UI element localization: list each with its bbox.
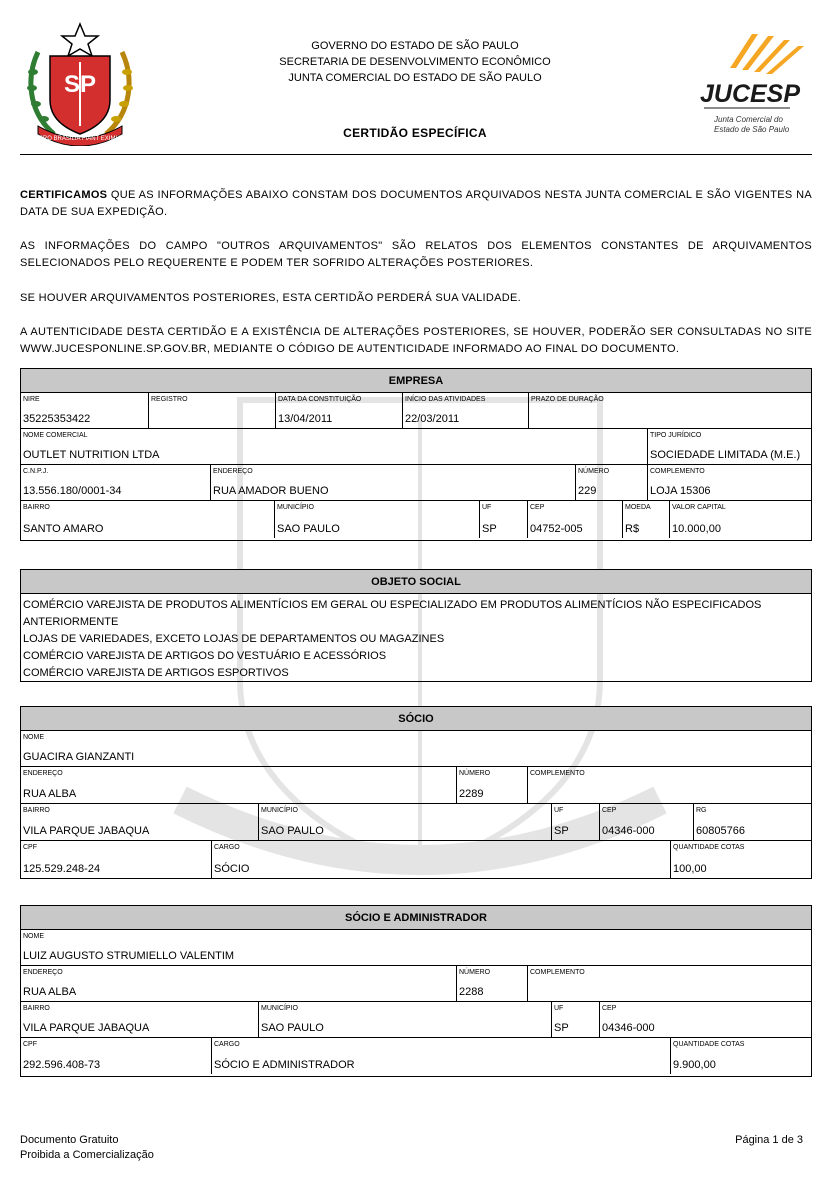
numero-value: 229 <box>578 485 597 497</box>
document-title: CERTIDÃO ESPECÍFICA <box>343 126 487 140</box>
jucesp-logo-icon <box>690 30 810 140</box>
socio-endereco-label: ENDEREÇO <box>23 770 63 777</box>
inicio-atividades-cell <box>402 393 528 428</box>
socio-complemento-cell <box>527 767 811 803</box>
municipio-value: SAO PAULO <box>277 523 340 535</box>
numero-cell <box>575 465 647 500</box>
empresa-row-1 <box>21 393 811 429</box>
numero-label: NÚMERO <box>578 468 610 475</box>
socio-numero-value: 2289 <box>459 788 484 800</box>
gov-line-1: GOVERNO DO ESTADO DE SÃO PAULO <box>311 40 519 52</box>
socio-nome-label: NOME <box>23 734 44 741</box>
uf-value: SP <box>482 523 497 535</box>
admin-endereco-label: ENDEREÇO <box>23 969 63 976</box>
empresa-row-3 <box>21 465 811 501</box>
socio-row-2 <box>21 767 811 804</box>
admin-cep-cell <box>599 1002 811 1037</box>
admin-bairro-cell <box>21 1002 258 1037</box>
certification-paragraph <box>20 187 812 221</box>
svg-text:SP: SP <box>63 71 97 98</box>
svg-text:Estado de São Paulo: Estado de São Paulo <box>714 125 790 134</box>
document-header <box>0 0 825 160</box>
socio-cargo-cell <box>211 841 670 878</box>
cep-label: CEP <box>530 504 545 511</box>
admin-cargo-cell <box>211 1038 670 1074</box>
authenticity-paragraph: A AUTENTICIDADE DESTA CERTIDÃO E A EXISTÊNCIA DE ALTERAÇÕES POSTERIORES, SE HOUVER, PODERÃO SER CONSULTADAS NO SITE WWW.JUCESPONLINE.SP.GOV.BR, MEDIANTE O CÓDIGO DE AUTENTICIDADE INFORMADO AO FINAL DO DOCUMENTO. <box>20 326 812 355</box>
socio-administrador-section <box>20 905 812 1077</box>
socio-row-4 <box>21 841 811 878</box>
socio-municipio-value: SAO PAULO <box>261 825 324 837</box>
socio-uf-label: UF <box>554 807 564 814</box>
socio-cotas-value: 100,00 <box>673 863 707 875</box>
admin-numero-value: 2288 <box>459 986 484 998</box>
municipio-cell <box>274 501 479 538</box>
empresa-title: EMPRESA <box>21 369 811 393</box>
socio-cargo-value: SÓCIO <box>214 863 250 875</box>
empresa-row-4 <box>21 501 811 538</box>
gov-line-3: JUNTA COMERCIAL DO ESTADO DE SÃO PAULO <box>288 72 542 84</box>
socio-row-3 <box>21 804 811 841</box>
socio-nome-cell <box>21 731 811 766</box>
registro-cell <box>148 393 275 428</box>
endereco-cell <box>210 465 575 500</box>
certificamos-bold: CERTIFICAMOS <box>20 189 108 201</box>
cnpj-cell <box>21 465 210 500</box>
inicio-atividades-value: 22/03/2011 <box>405 413 460 425</box>
svg-text:JUCESP: JUCESP <box>700 80 801 108</box>
socio-numero-label: NÚMERO <box>459 770 491 777</box>
socio-rg-cell <box>693 804 811 840</box>
certification-text: QUE AS INFORMAÇÕES ABAIXO CONSTAM DOS DOCUMENTOS ARQUIVADOS NESTA JUNTA COMERCIAL E SÃO VIGENTES NA DATA DE SUA EXPEDIÇÃO. <box>20 189 812 218</box>
cep-value: 04752-005 <box>530 523 583 535</box>
objeto-item: COMÉRCIO VAREJISTA DE ARTIGOS DO VESTUÁRIO E ACESSÓRIOS <box>23 650 387 662</box>
socio-numero-cell <box>456 767 527 803</box>
cep-cell <box>527 501 622 538</box>
socio-municipio-cell <box>258 804 551 840</box>
admin-municipio-label: MUNICÍPIO <box>261 1005 298 1012</box>
admin-row-4 <box>21 1038 811 1074</box>
endereco-value: RUA AMADOR BUENO <box>213 485 329 497</box>
capital-label: VALOR CAPITAL <box>672 504 726 511</box>
objeto-social-section <box>20 569 812 682</box>
socio-title: SÓCIO <box>21 707 811 731</box>
moeda-value: R$ <box>625 523 640 535</box>
socio-cotas-cell <box>670 841 811 878</box>
uf-cell <box>479 501 527 538</box>
footer-notice <box>20 1133 154 1163</box>
capital-value: 10.000,00 <box>672 523 721 535</box>
admin-municipio-value: SAO PAULO <box>261 1022 324 1034</box>
socio-complemento-label: COMPLEMENTO <box>530 770 585 777</box>
admin-complemento-cell <box>527 966 811 1001</box>
admin-cpf-value: 292.596.408-73 <box>23 1059 101 1071</box>
socio-rg-label: RG <box>696 807 707 814</box>
uf-label: UF <box>482 504 492 511</box>
admin-cpf-label: CPF <box>23 1041 37 1048</box>
validity-paragraph: SE HOUVER ARQUIVAMENTOS POSTERIORES, ESTA CERTIDÃO PERDERÁ SUA VALIDADE. <box>20 292 522 304</box>
socio-uf-value: SP <box>554 825 569 837</box>
admin-uf-value: SP <box>554 1022 569 1034</box>
nire-label: NIRE <box>23 396 40 403</box>
complemento-label: COMPLEMENTO <box>650 468 705 475</box>
socio-administrador-title: SÓCIO E ADMINISTRADOR <box>21 906 811 930</box>
admin-cep-label: CEP <box>602 1005 617 1012</box>
admin-endereco-cell <box>21 966 456 1001</box>
prazo-cell <box>528 393 811 428</box>
admin-row-1 <box>21 930 811 966</box>
socio-uf-cell <box>551 804 599 840</box>
nire-value: 35225353422 <box>23 413 91 425</box>
admin-uf-label: UF <box>554 1005 564 1012</box>
municipio-label: MUNICÍPIO <box>277 504 314 511</box>
tipo-juridico-value: SOCIEDADE LIMITADA (M.E.) <box>650 449 801 461</box>
admin-bairro-label: BAIRRO <box>23 1005 50 1012</box>
tipo-juridico-label: TIPO JURÍDICO <box>650 432 702 439</box>
admin-bairro-value: VILA PARQUE JABAQUA <box>23 1022 150 1034</box>
objeto-item: COMÉRCIO VAREJISTA DE PRODUTOS ALIMENTÍCIOS EM GERAL OU ESPECIALIZADO EM PRODUTOS ALIMENTÍCIOS NÃO ESPECIFICADOS ANTERIORMENTE <box>23 599 762 628</box>
socio-cep-cell <box>599 804 693 840</box>
socio-row-1 <box>21 731 811 767</box>
moeda-cell <box>622 501 669 538</box>
socio-section <box>20 706 812 879</box>
inicio-atividades-label: INÍCIO DAS ATIVIDADES <box>405 396 486 403</box>
socio-nome-value: GUACIRA GIANZANTI <box>23 751 135 763</box>
socio-cargo-label: CARGO <box>214 844 240 851</box>
socio-endereco-value: RUA ALBA <box>23 788 77 800</box>
admin-numero-label: NÚMERO <box>459 969 491 976</box>
admin-cep-value: 04346-000 <box>602 1022 655 1034</box>
endereco-label: ENDEREÇO <box>213 468 253 475</box>
tipo-juridico-cell <box>647 429 811 464</box>
sao-paulo-coat-of-arms-icon <box>24 22 136 146</box>
objeto-item: LOJAS DE VARIEDADES, EXCETO LOJAS DE DEPARTAMENTOS OU MAGAZINES <box>23 633 445 645</box>
admin-row-3 <box>21 1002 811 1038</box>
admin-nome-value: LUIZ AUGUSTO STRUMIELLO VALENTIM <box>23 950 235 962</box>
bairro-cell <box>21 501 274 538</box>
registro-label: REGISTRO <box>151 396 188 403</box>
objeto-item: COMÉRCIO VAREJISTA DE ARTIGOS ESPORTIVOS <box>23 667 289 679</box>
footer-line-2: Proibida a Comercialização <box>20 1149 154 1161</box>
socio-cpf-cell <box>21 841 211 878</box>
socio-rg-value: 60805766 <box>696 825 745 837</box>
socio-cep-value: 04346-000 <box>602 825 655 837</box>
prazo-label: PRAZO DE DURAÇÃO <box>531 396 604 403</box>
outros-arquivamentos-paragraph: AS INFORMAÇÕES DO CAMPO "OUTROS ARQUIVAMENTOS" SÃO RELATOS DOS ELEMENTOS CONSTANTES DE ARQUIVAMENTOS SELECIONADOS PELO REQUERENTE E PODEM TER SOFRIDO ALTERAÇÕES POSTERIORES. <box>20 240 812 269</box>
objeto-social-title: OBJETO SOCIAL <box>21 570 811 594</box>
svg-text:Junta Comercial do: Junta Comercial do <box>714 115 783 124</box>
capital-cell <box>669 501 811 538</box>
admin-complemento-label: COMPLEMENTO <box>530 969 585 976</box>
socio-cpf-value: 125.529.248-24 <box>23 863 101 875</box>
complemento-value: LOJA 15306 <box>650 485 711 497</box>
cnpj-label: C.N.P.J. <box>23 468 49 475</box>
admin-nome-label: NOME <box>23 933 44 940</box>
svg-text:PRO BRASILIA FIANT EXIMIA: PRO BRASILIA FIANT EXIMIA <box>38 136 122 142</box>
nire-cell <box>21 393 148 428</box>
admin-endereco-value: RUA ALBA <box>23 986 77 998</box>
admin-cargo-label: CARGO <box>214 1041 240 1048</box>
data-constituicao-label: DATA DA CONSTITUIÇÃO <box>278 396 362 403</box>
socio-cpf-label: CPF <box>23 844 37 851</box>
bairro-label: BAIRRO <box>23 504 50 511</box>
cnpj-value: 13.556.180/0001-34 <box>23 485 122 497</box>
page-number: Página 1 de 3 <box>735 1134 803 1146</box>
data-constituicao-cell <box>275 393 402 428</box>
admin-row-2 <box>21 966 811 1002</box>
admin-cargo-value: SÓCIO E ADMINISTRADOR <box>214 1059 355 1071</box>
nome-comercial-label: NOME COMERCIAL <box>23 432 88 439</box>
socio-cep-label: CEP <box>602 807 617 814</box>
empresa-section <box>20 368 812 541</box>
nome-comercial-cell <box>21 429 647 464</box>
admin-municipio-cell <box>258 1002 551 1037</box>
objeto-social-list <box>21 594 811 685</box>
admin-uf-cell <box>551 1002 599 1037</box>
empresa-row-2 <box>21 429 811 465</box>
moeda-label: MOEDA <box>625 504 651 511</box>
socio-bairro-value: VILA PARQUE JABAQUA <box>23 825 150 837</box>
gov-line-2: SECRETARIA DE DESENVOLVIMENTO ECONÔMICO <box>279 56 551 68</box>
admin-cotas-cell <box>670 1038 811 1074</box>
government-lines <box>215 38 615 86</box>
nome-comercial-value: OUTLET NUTRITION LTDA <box>23 449 160 461</box>
socio-bairro-cell <box>21 804 258 840</box>
data-constituicao-value: 13/04/2011 <box>278 413 333 425</box>
admin-cotas-label: QUANTIDADE COTAS <box>673 1041 745 1048</box>
admin-nome-cell <box>21 930 811 965</box>
header-divider <box>20 154 812 155</box>
footer-line-1: Documento Gratuito <box>20 1134 119 1146</box>
socio-municipio-label: MUNICÍPIO <box>261 807 298 814</box>
socio-endereco-cell <box>21 767 456 803</box>
complemento-cell <box>647 465 811 500</box>
socio-cotas-label: QUANTIDADE COTAS <box>673 844 745 851</box>
bairro-value: SANTO AMARO <box>23 523 104 535</box>
admin-cotas-value: 9.900,00 <box>673 1059 716 1071</box>
admin-cpf-cell <box>21 1038 211 1074</box>
socio-bairro-label: BAIRRO <box>23 807 50 814</box>
admin-numero-cell <box>456 966 527 1001</box>
